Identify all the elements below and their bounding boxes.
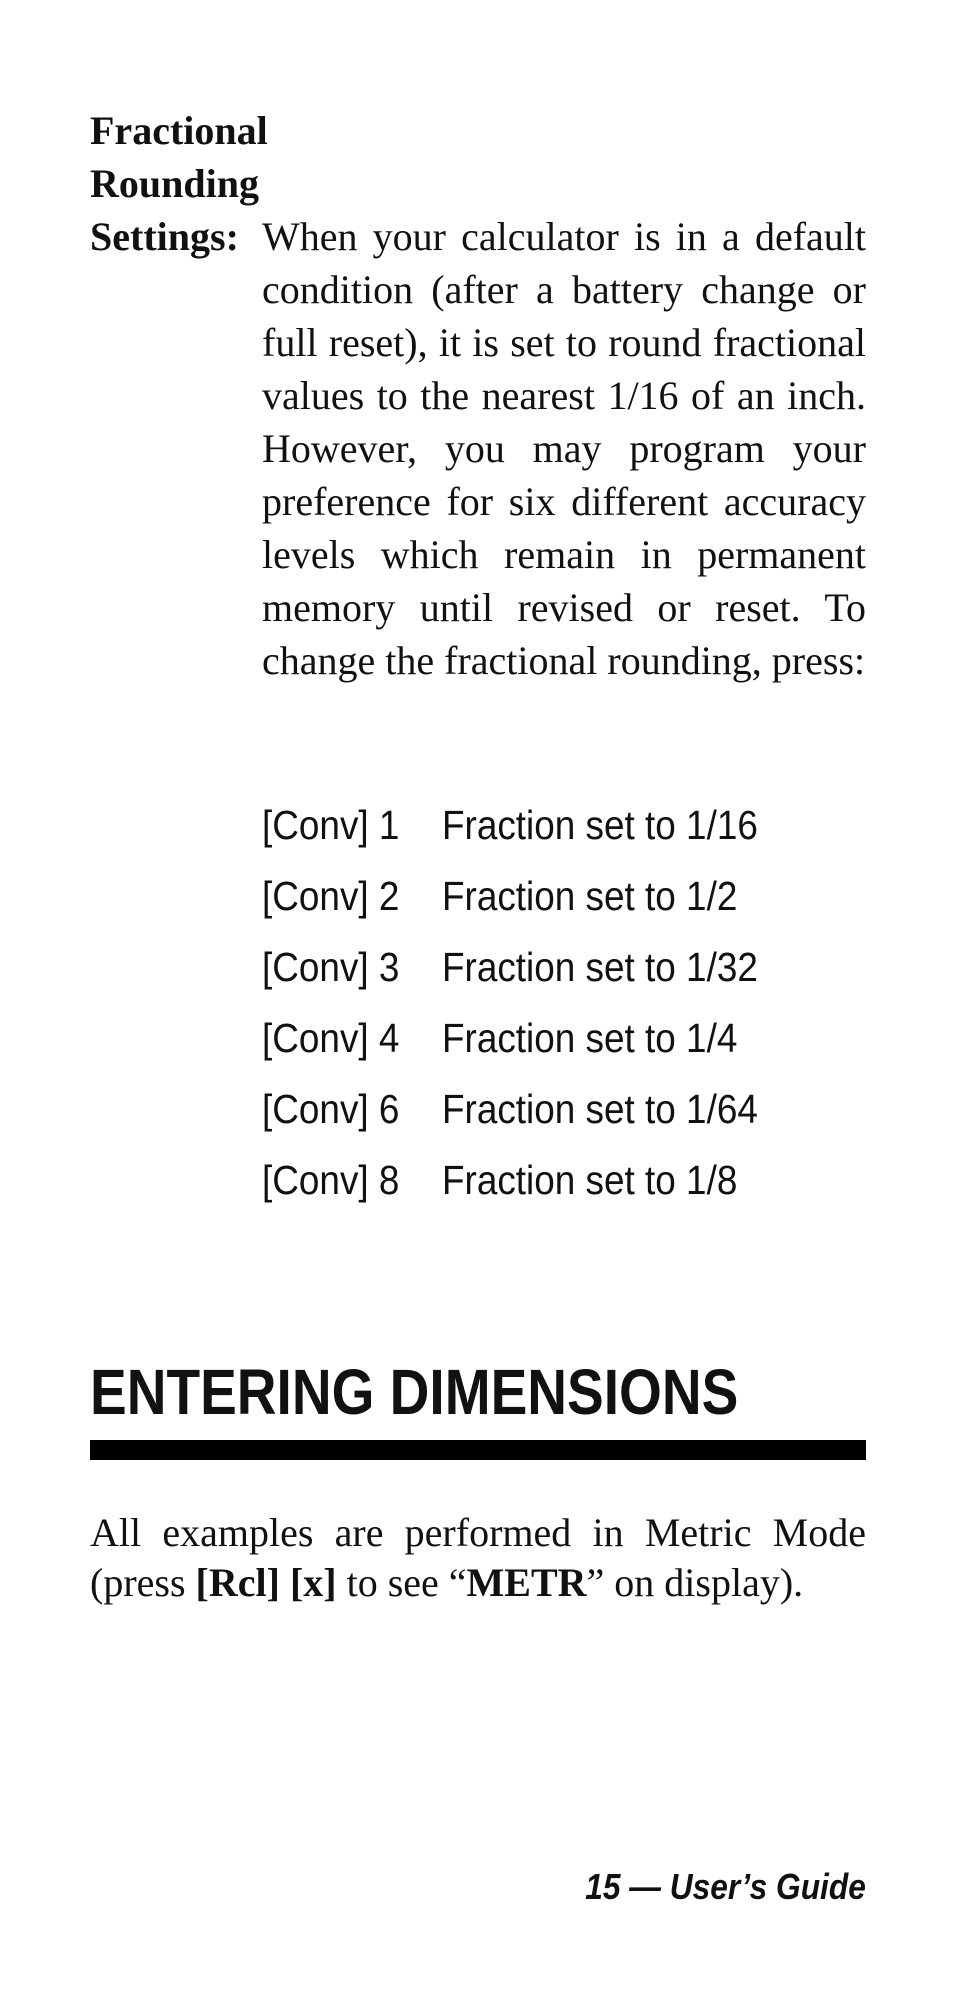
heading-rule: [90, 1440, 866, 1460]
conversion-row: [262, 861, 820, 932]
conv-key: [Conv] 4: [262, 1015, 400, 1061]
rcl-key-label: [Rcl]: [195, 1560, 280, 1605]
conv-description: Fraction set to 1/4: [442, 1015, 738, 1061]
intro-text: ” on display).: [586, 1560, 804, 1605]
page-footer: 15 — User’s Guide: [585, 1866, 866, 1907]
fractional-rounding-settings-label: [90, 104, 268, 263]
label-line: Fractional: [90, 108, 268, 153]
conversion-row: [262, 1145, 820, 1216]
conv-description: Fraction set to 1/2: [442, 873, 738, 919]
conversion-row: [262, 1003, 820, 1074]
conv-key: [Conv] 8: [262, 1157, 400, 1203]
conv-description: Fraction set to 1/8: [442, 1157, 738, 1203]
intro-line-1: All examples are performed in Metric Mode: [90, 1510, 866, 1555]
conversion-row: [262, 932, 820, 1003]
conv-description: Fraction set to 1/16: [442, 802, 758, 848]
conversion-list: [262, 790, 882, 1216]
display-word: METR: [466, 1560, 587, 1605]
conversion-row: [262, 790, 820, 861]
settings-description: When your calculator is in a default condition (after a battery change or full reset), it is set to round fractional values to the nearest 1/16 of an inch. However, you may program your preference for six different accuracy levels which remain in permanent memory until revised or reset. To change the fractional rounding, press:: [262, 214, 866, 683]
conversion-row: [262, 1074, 820, 1145]
conv-key: [Conv] 3: [262, 944, 400, 990]
entering-dimensions-heading: ENTERING DIMENSIONS: [90, 1356, 739, 1428]
conv-key: [Conv] 1: [262, 802, 400, 848]
label-line: Rounding: [90, 161, 259, 206]
conv-key: [Conv] 6: [262, 1086, 400, 1132]
intro-text: (press: [90, 1560, 196, 1605]
x-key-label: [x]: [289, 1560, 337, 1605]
intro-line-2: [90, 1558, 866, 1608]
intro-text: to see “: [336, 1560, 467, 1605]
label-line: Settings:: [90, 214, 239, 259]
conv-description: Fraction set to 1/64: [442, 1086, 758, 1132]
conv-key: [Conv] 2: [262, 873, 400, 919]
metric-mode-note: [90, 1508, 866, 1608]
conv-description: Fraction set to 1/32: [442, 944, 758, 990]
